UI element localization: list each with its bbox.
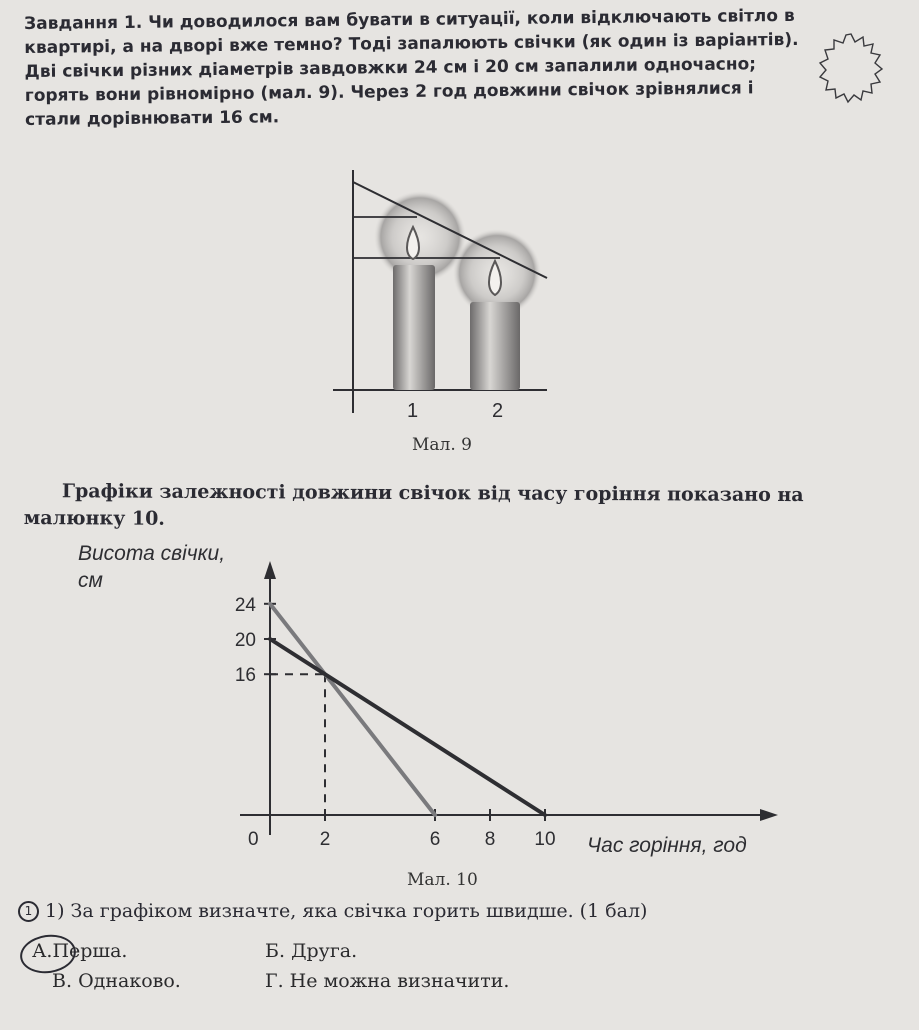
- question-line: [18, 900, 647, 922]
- x-tick-label-10: 10: [534, 829, 556, 850]
- question-marker: 1: [18, 901, 39, 922]
- option-v[interactable]: [52, 970, 181, 992]
- task-text: Чи доводилося вам бувати в ситуації, коли відключають світло в квартирі, а на дворі вже темно? Тоді запалюють свічки (як один із варіантів). Дві свічки різних діаметрів завдовжки 24 см і 20 см запалили одночасно; горять вони рівномірно (мал. 9). Через 2 год довжини свічок зрівнялися і стали дорівнювати 16 см.: [24, 5, 799, 130]
- option-g-letter: Г.: [265, 970, 284, 992]
- option-b[interactable]: [265, 940, 357, 962]
- option-v-letter: В.: [52, 970, 73, 992]
- option-g-text: Не можна визначити.: [289, 970, 510, 992]
- x-tick-label-2: 2: [319, 829, 331, 850]
- intro-text: Графіки залежності довжини свічок від часу горіння показано на малюнку 10.: [23, 480, 804, 530]
- series-1-line: [270, 604, 435, 815]
- option-b-letter: Б.: [265, 940, 286, 962]
- x-tick-label-8: 8: [484, 829, 496, 850]
- series-2-line: [270, 639, 545, 815]
- option-a[interactable]: [32, 940, 127, 962]
- option-v-text: Однаково.: [78, 970, 181, 992]
- figure-10-chart: [70, 535, 800, 865]
- y-tick-label-20: 20: [234, 630, 256, 651]
- x-axis-label: Час горіння, год: [587, 834, 747, 857]
- figure-10-caption: Мал. 10: [407, 870, 478, 890]
- candle-1: [393, 265, 435, 390]
- task-label: Завдання 1.: [24, 12, 143, 34]
- question-text: 1) За графіком визначте, яка свічка горить швидше. (1 бал): [45, 900, 648, 922]
- option-a-text: Перша.: [52, 940, 128, 962]
- option-a-letter: А.: [32, 940, 53, 962]
- candle-1-label: 1: [407, 400, 419, 422]
- y-tick-label-16: 16: [234, 665, 256, 687]
- figure-9-candles: [325, 165, 555, 430]
- y-axis-label: Висота свічки,: [78, 542, 226, 565]
- figure-9-caption: Мал. 9: [412, 435, 472, 455]
- y-axis-unit-label: см: [78, 569, 103, 592]
- candle-2: [470, 302, 520, 390]
- origin-label: 0: [248, 829, 259, 850]
- option-g[interactable]: [265, 970, 509, 992]
- starburst-icon: [818, 32, 884, 104]
- task-statement: [24, 4, 815, 132]
- x-axis-arrow: [760, 809, 778, 821]
- candle-2-label: 2: [492, 400, 504, 422]
- x-tick-label-6: 6: [429, 829, 441, 850]
- y-tick-label-24: 24: [234, 594, 256, 616]
- option-b-text: Друга.: [291, 940, 358, 962]
- y-axis-arrow: [264, 561, 276, 579]
